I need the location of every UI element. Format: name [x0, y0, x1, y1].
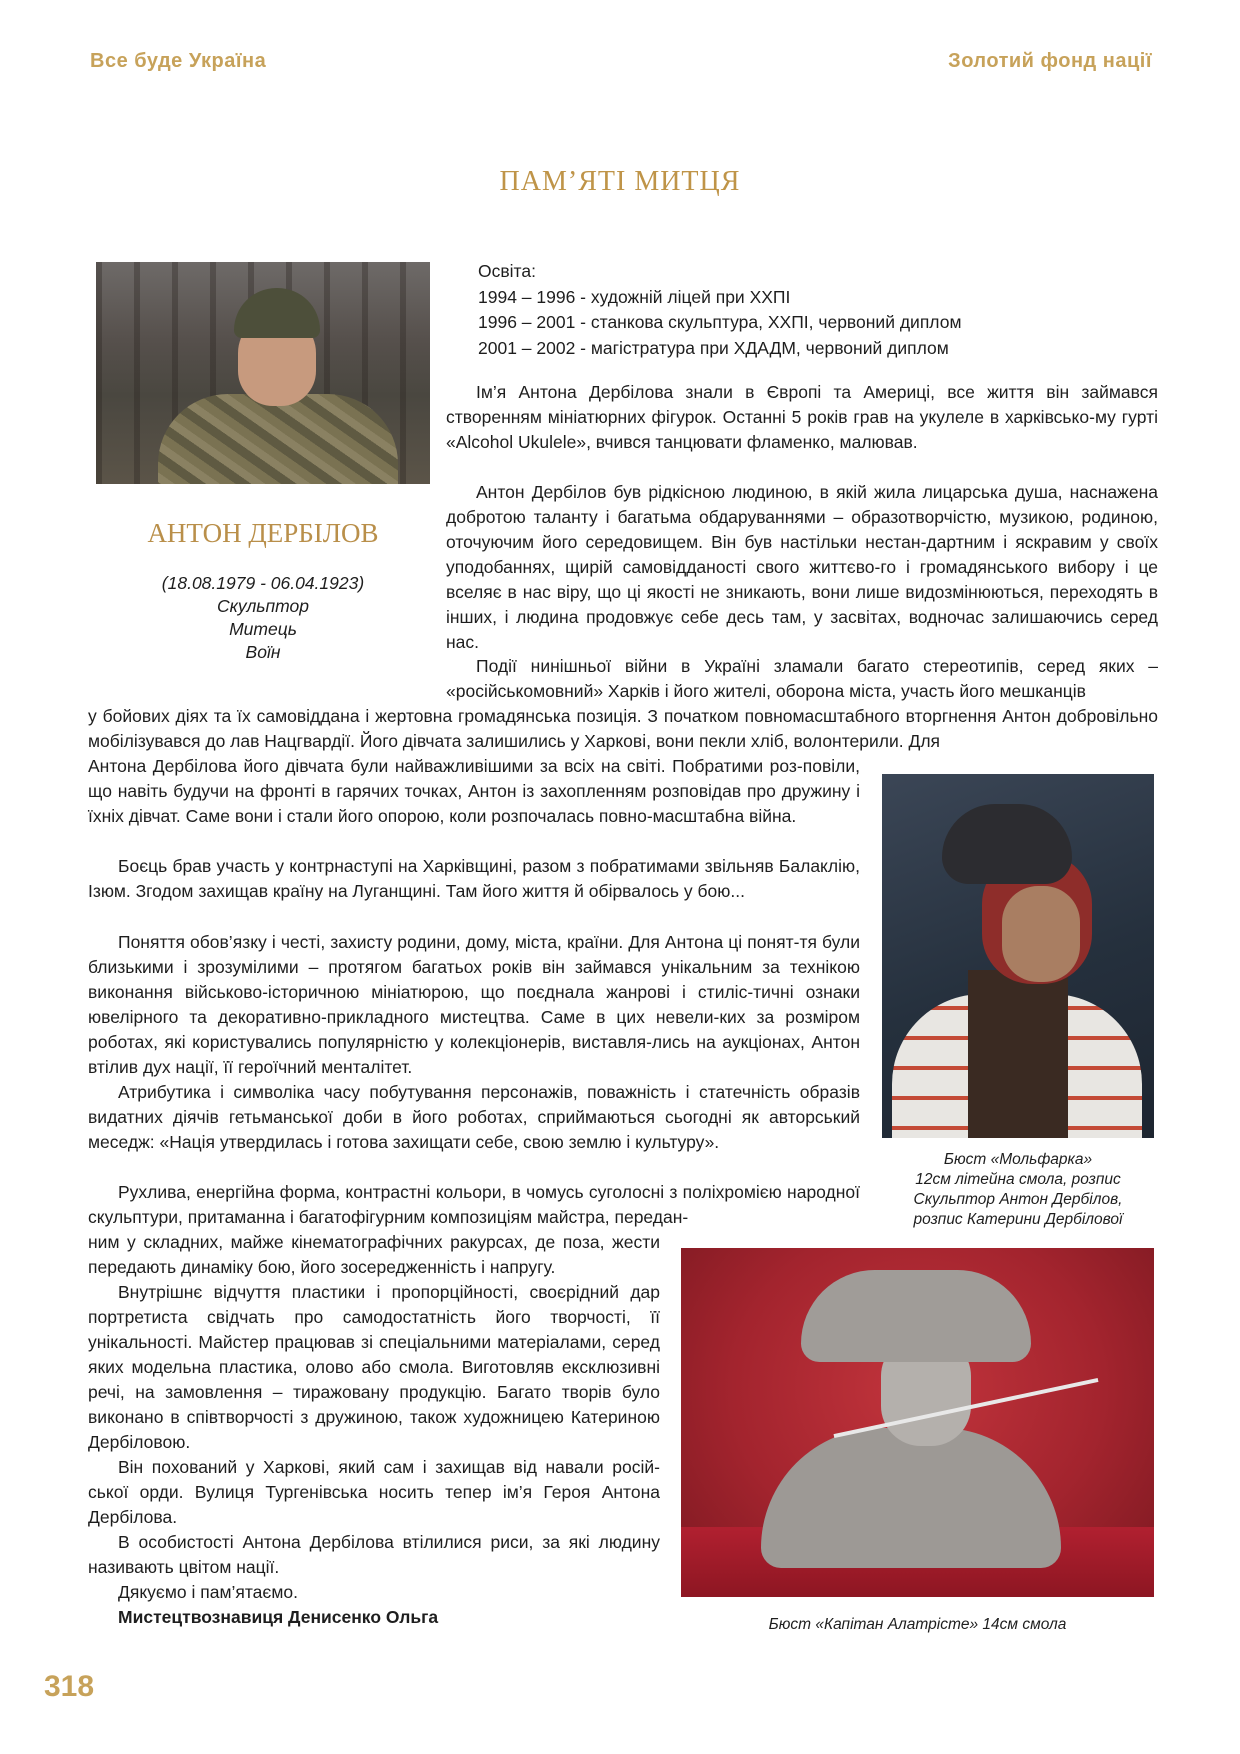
page-number: 318	[44, 1670, 95, 1703]
paragraph: ним у складних, майже кінематографічних ракурсах, де поза, жести передають динаміку бою, його зосередженність і напругу.	[88, 1232, 660, 1277]
alatriste-caption: Бюст «Капітан Алатрісте» 14см смола	[768, 1616, 1067, 1633]
running-header-right: Золотий фонд нації	[948, 50, 1152, 72]
person-role: Митець	[229, 619, 297, 639]
paragraph: Антона Дербілова його дівчата були найважливішими за всіх на світі. Побратими роз-повіли, що навіть будучи на фронті в гарячих точках, Антон із захопленням розповідав про дружину і їхніх дівчат. Саме вони і стали його опорою, коли розпочалась повно-масштабна війна.	[88, 756, 860, 826]
running-header-left: Все буде Україна	[90, 50, 267, 72]
section-title: ПАМ’ЯТІ МИТЦЯ	[499, 166, 741, 197]
person-bio	[96, 572, 430, 664]
education-block	[478, 259, 1158, 361]
paragraph: Внутрішнє відчуття пластики і пропорційності, своєрідний дар портретиста свідчать про самодостатність його творчості, її унікальності. Майстер працював зі спеціальними матеріалами, серед яких модельна пластика, олово або смола. Виготовляв ексклюзивні речі, на замовлення – тиражовану продукцію. Багато творів було виконано в співтворчості з дружиною, також художницею Катериною Дербіловою.	[88, 1282, 660, 1452]
molfarka-bust-photo	[882, 774, 1154, 1138]
paragraph: у бойових діях та їх самовіддана і жертовна громадянська позиція. З початком повномасштабного вторгнення Антон добровільно мобілізувався до лав Нацгвардії. Його дівчата залишились у Харкові, вони пекли хліб, волонтерили. Для	[88, 706, 1158, 751]
paragraph: Атрибутика і символіка часу побутування персонажів, поважність і статечність образів видатних діячів гетьманської доби в його роботах, сприймаються сьогодні як авторський меседж: «Нація утвердилась і готова захищати себе, свою землю і культуру».	[88, 1082, 860, 1152]
paragraph: В особистості Антона Дербілова втілилися риси, за які людину називають цвітом нації.	[88, 1532, 660, 1577]
paragraph: Рухлива, енергійна форма, контрастні кольори, в чомусь суголосні з поліхромією народної скульптури, притаманна і багатофігурним композиціям майстра, передан-	[88, 1182, 860, 1227]
author-signature: Мистецтвознавиця Денисенко Ольга	[118, 1607, 439, 1627]
caption-line: розпис Катерини Дербілової	[913, 1211, 1123, 1228]
education-label: Освіта:	[478, 261, 536, 281]
paragraph: Дякуємо і пам’ятаємо.	[118, 1582, 298, 1602]
caption-line: 12см літейна смола, розпис	[915, 1171, 1121, 1188]
education-item: 1996 – 2001 - станкова скульптура, ХХПІ, червоний диплом	[478, 312, 962, 332]
paragraph: Боєць брав участь у контрнаступі на Харківщині, разом з побратимами звільняв Балаклію, Ізюм. Згодом захищав країну на Луганщині. Там його життя й обірвалось у бою...	[88, 856, 860, 901]
person-role: Скульптор	[216, 596, 309, 616]
alatriste-bust-photo	[681, 1248, 1154, 1597]
paragraph: Події нинішньої війни в Україні зламали багато стереотипів, серед яких – «російськомовний» Харків і його жителі, оборона міста, участь його мешканців	[446, 656, 1158, 701]
paragraph: Він похований у Харкові, який сам і захищав від навали росій-ської орди. Вулиця Тургенівська носить тепер ім’я Героя Антона Дербілова.	[88, 1457, 660, 1527]
molfarka-caption	[882, 1150, 1154, 1230]
caption-line: Скульптор Антон Дербілов,	[913, 1191, 1123, 1208]
portrait-photo	[96, 262, 430, 484]
paragraph: Ім’я Антона Дербілова знали в Європі та Америці, все життя він займався створенням мініатюрних фігурок. Останні 5 років грав на укулеле в харківсько-му гурті «Alcohol Ukulele», вчився танцювати фламенко, малював.	[446, 382, 1158, 452]
paragraph: Поняття обов’язку і честі, захисту родини, дому, міста, країни. Для Антона ці понят-тя були близькими і зрозумілими – протягом багатьох років він займався унікальним за технікою виконання військово-історичною мініатюрою, що поєднала жанрові і стиліс-тичні ознаки ювелірного та декоративно-прикладного мистецтва. Саме в цих невели-ких за розміром роботах, які користувались популярністю у колекціонерів, виставля-лись на аукціонах, Антон втілив дух нації, її героїчний менталітет.	[88, 932, 860, 1077]
person-role: Воїн	[245, 642, 281, 662]
education-item: 1994 – 1996 - художній ліцей при ХХПІ	[478, 286, 791, 307]
paragraph: Антон Дербілов був рідкісною людиною, в якій жила лицарська душа, наснажена добротою таланту і багатьма обдаруваннями – образотворчістю, музикою, родиною, оточуючим його середовищем. Він був настільки нестан-дартним і яскравим у своїх уподобаннях, щирій самовідданості свого життєво-го і громадянського вибору і це вселяє в нас віру, що ці якості не зникають, вони лише видозмінюються, переходять в інших, і людина продовжує себе десь там, у засвітах, водночас залишаючись серед нас.	[446, 482, 1158, 652]
person-name: АНТОН ДЕРБІЛОВ	[147, 518, 379, 548]
education-item: 2001 – 2002 - магістратура при ХДАДМ, червоний диплом	[478, 337, 949, 358]
caption-line: Бюст «Мольфарка»	[943, 1151, 1093, 1168]
person-dates: (18.08.1979 - 06.04.1923)	[161, 573, 365, 593]
